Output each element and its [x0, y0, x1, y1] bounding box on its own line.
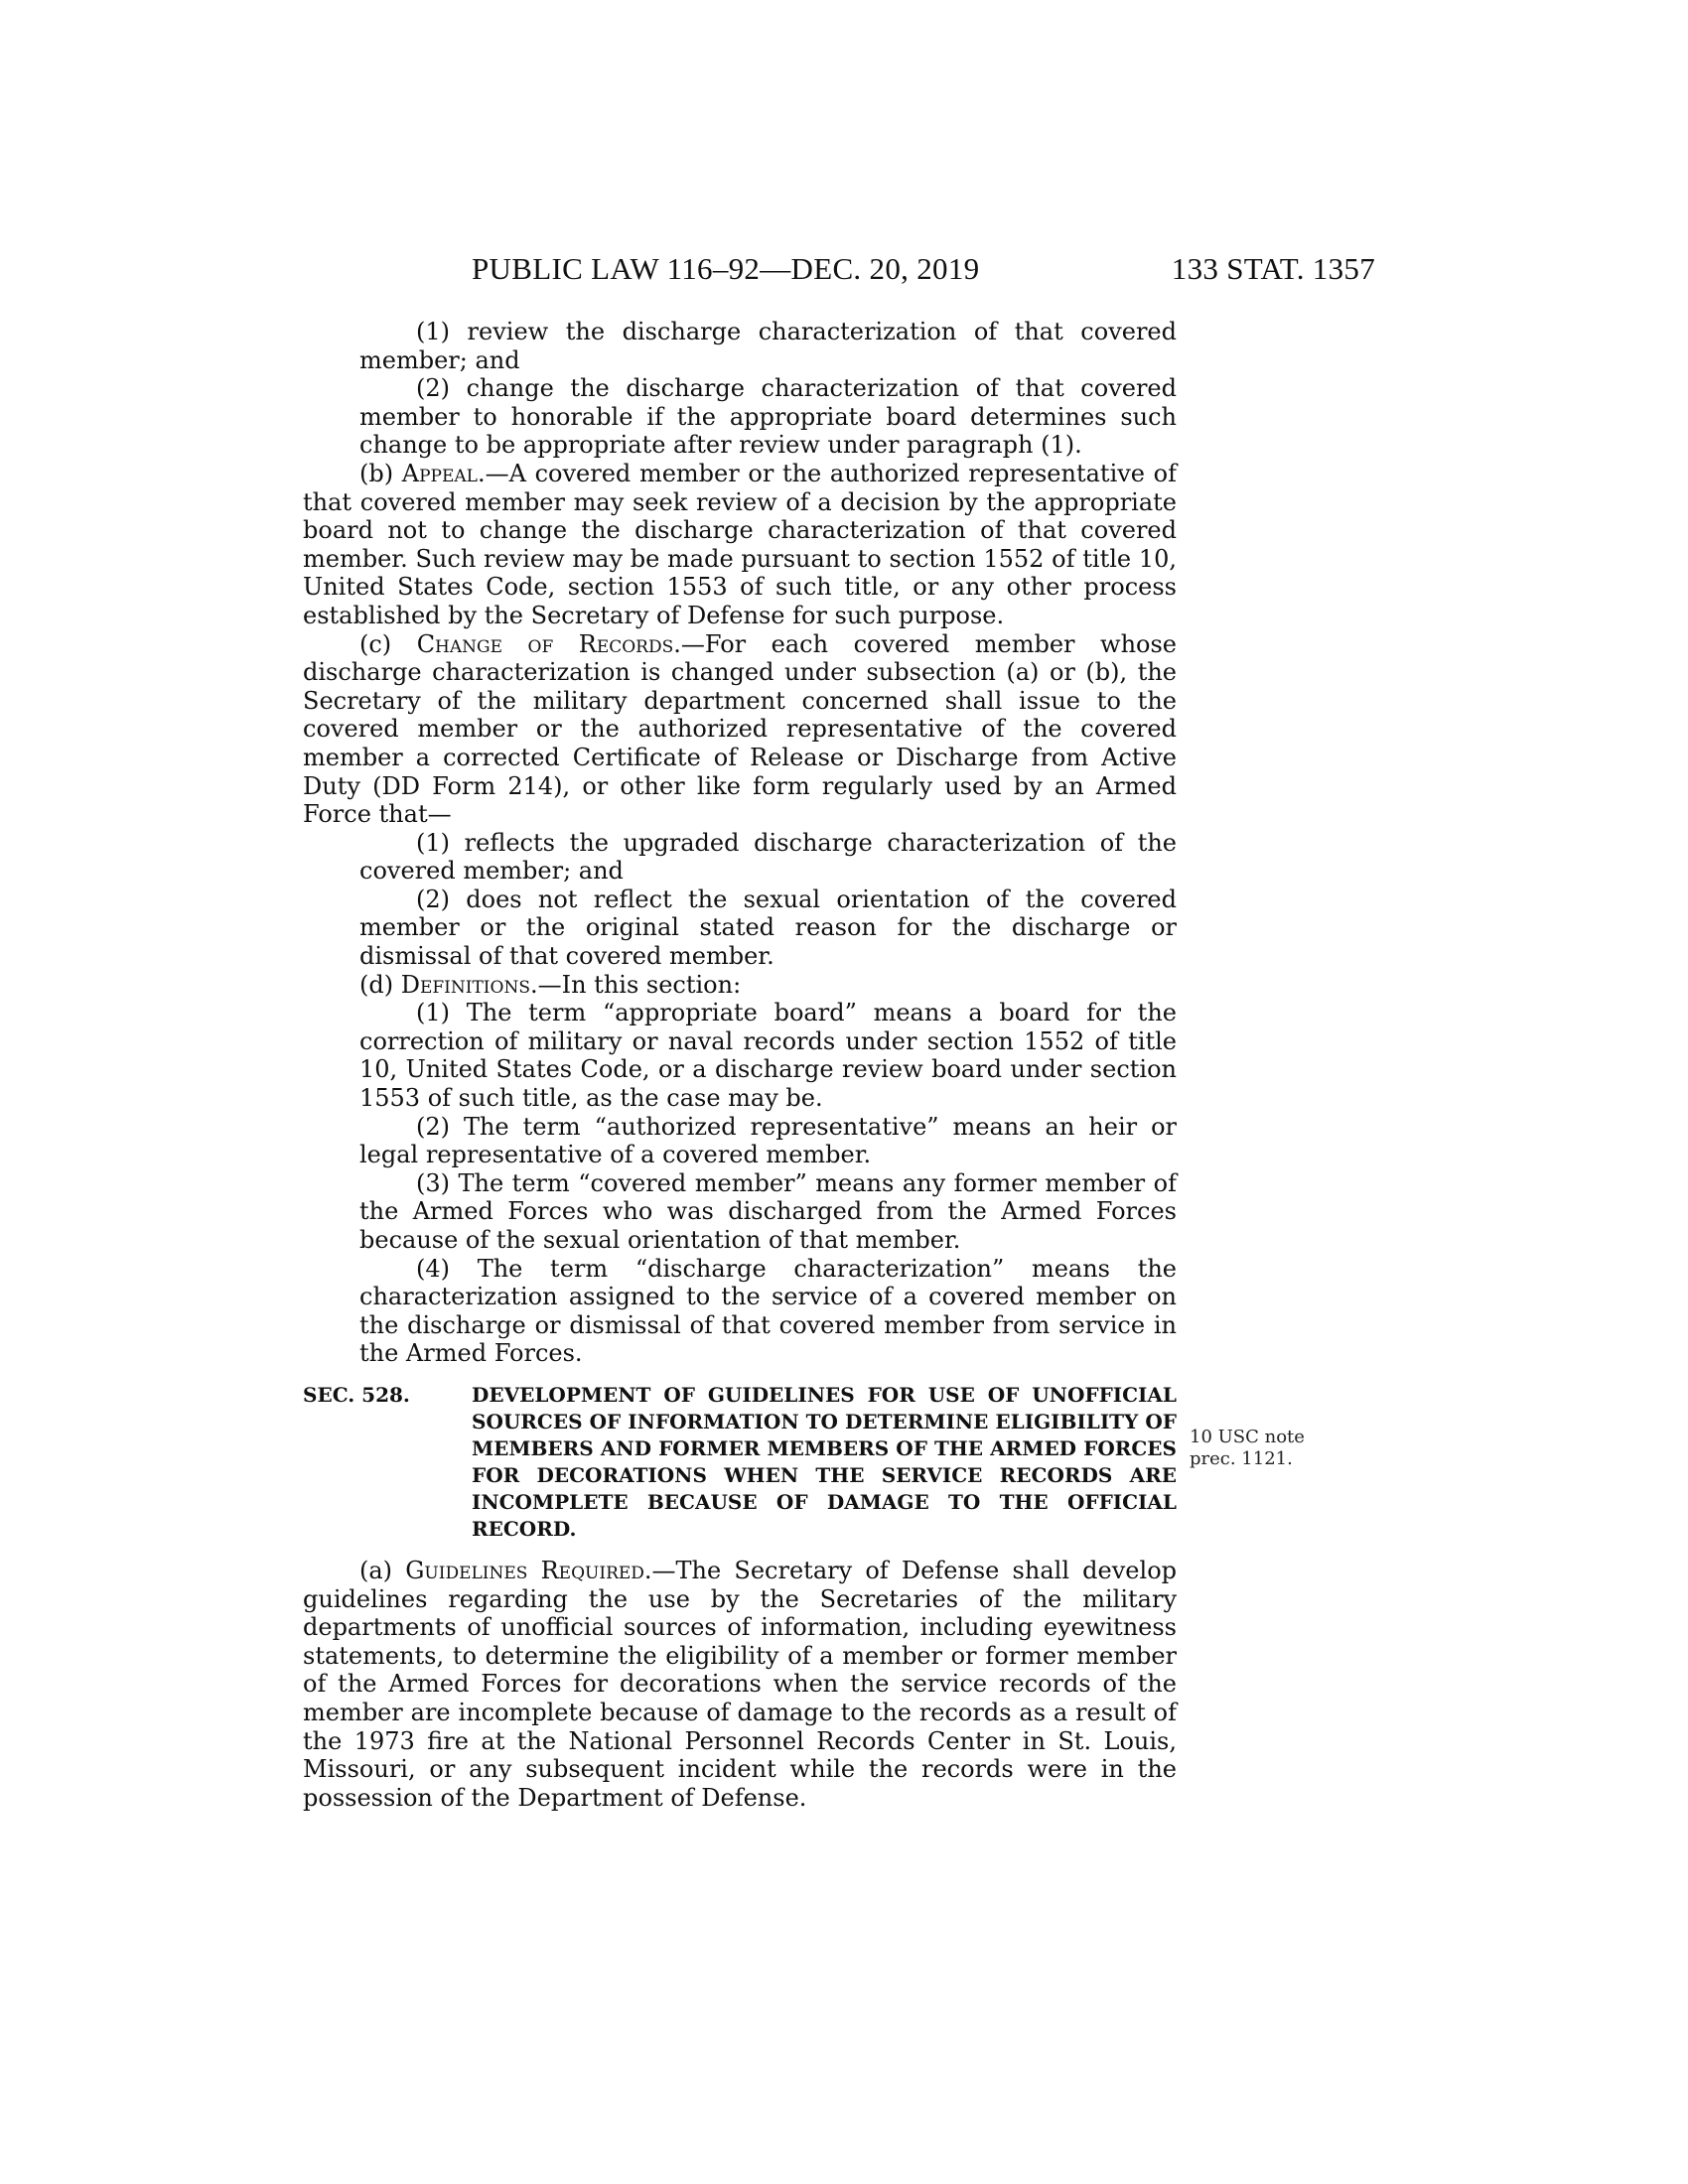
paragraph-c1: (1) reflects the upgraded discharge characterization of the covered member; and	[359, 828, 1177, 886]
running-header	[303, 251, 1375, 291]
header-title: PUBLIC LAW 116–92—DEC. 20, 2019	[472, 251, 980, 286]
subsection-d	[303, 971, 1177, 1000]
section-title: DEVELOPMENT OF GUIDELINES FOR USE OF UNOFFICIAL SOURCES OF INFORMATION TO DETERMINE ELIGIBILITY OF MEMBERS AND FORMER MEMBERS OF THE ARMED FORCES FOR DECORATIONS WHEN THE SERVICE RECORDS ARE INCOMPLETE BECAUSE OF DAMAGE TO THE OFFICIAL RECORD.	[472, 1382, 1177, 1541]
paragraph-a2: (2) change the discharge characterization of that covered member to honorable if the appropriate board determines such change to be appropriate after review under paragraph (1).	[359, 374, 1177, 460]
subsection-c-heading: Change of Records	[416, 629, 674, 658]
paragraph-a1: (1) review the discharge characterization of that covered member; and	[359, 318, 1177, 374]
margin-citation-note	[1190, 1427, 1338, 1470]
section-528-a-prefix: (a)	[359, 1556, 406, 1584]
paragraph-d2: (2) The term “authorized representative” means an heir or legal representative of a covered member.	[359, 1112, 1177, 1169]
section-number: SEC. 528.	[303, 1382, 410, 1407]
paragraph-d1: (1) The term “appropriate board” means a board for the correction of military or naval records under section 1552 of title 10, United States Code, or a discharge review board under section 1553 of such title, as the case may be.	[359, 999, 1177, 1113]
subsection-b-text: .—A covered member or the authorized representative of that covered member may seek review of a decision by the appropriate board not to change the discharge characterization of that covered member. Such review may be made pursuant to section 1552 of title 10, United States Code, section 1553 of such title, or any other process established by the Secretary of Defense for such purpose.	[303, 459, 1177, 629]
subsection-b	[303, 460, 1177, 630]
subsection-c-text: .—For each covered member whose discharge characterization is changed under subsection (a) or (b), the Secretary of the military department concerned shall issue to the covered member or the authorized representative of the covered member a corrected Certificate of Release or Discharge from Active Duty (DD Form 214), or other like form regularly used by an Armed Force that—	[303, 629, 1178, 829]
subsection-d-text: .—In this section:	[529, 970, 742, 999]
section-528-a-text: .—The Secretary of Defense shall develop guidelines regarding the use by the Secretaries of the military departments of unofficial sources of information, including eyewitness statements, to determine the eligibility of a member or former member of the Armed Forces for decorations when the service records of the member are incomplete because of damage to the records as a result of the 1973 fire at the National Personnel Records Center in St. Louis, Missouri, or any subsequent incident while the records were in the possession of the Department of Defense.	[303, 1556, 1178, 1812]
paragraph-d3: (3) The term “covered member” means any former member of the Armed Forces who was discharged from the Armed Forces because of the sexual orientation of that member.	[359, 1168, 1177, 1254]
section-528-heading	[303, 1382, 1177, 1543]
subsection-c	[303, 630, 1177, 829]
subsection-d-prefix: (d)	[359, 970, 401, 999]
subsection-d-heading: Definitions	[400, 970, 530, 999]
subsection-b-prefix: (b)	[359, 459, 402, 487]
section-528-a-heading: Guidelines Required	[405, 1556, 644, 1584]
paragraph-d4: (4) The term “discharge characterization” means the characterization assigned to the service of a covered member on the discharge or dismissal of that covered member from service in the Armed Forces.	[359, 1254, 1177, 1368]
subsection-c-prefix: (c)	[359, 629, 417, 658]
margin-note-line-1: 10 USC note	[1190, 1427, 1305, 1447]
subsection-b-heading: Appeal	[401, 459, 478, 487]
paragraph-c2: (2) does not reflect the sexual orientation of the covered member or the original stated reason for the discharge or dismissal of that covered member.	[359, 885, 1177, 971]
section-528-subsection-a	[303, 1557, 1177, 1812]
margin-note-line-2: prec. 1121.	[1190, 1448, 1293, 1469]
body-text	[303, 318, 1177, 1812]
header-stat-page: 133 STAT. 1357	[1171, 251, 1375, 286]
